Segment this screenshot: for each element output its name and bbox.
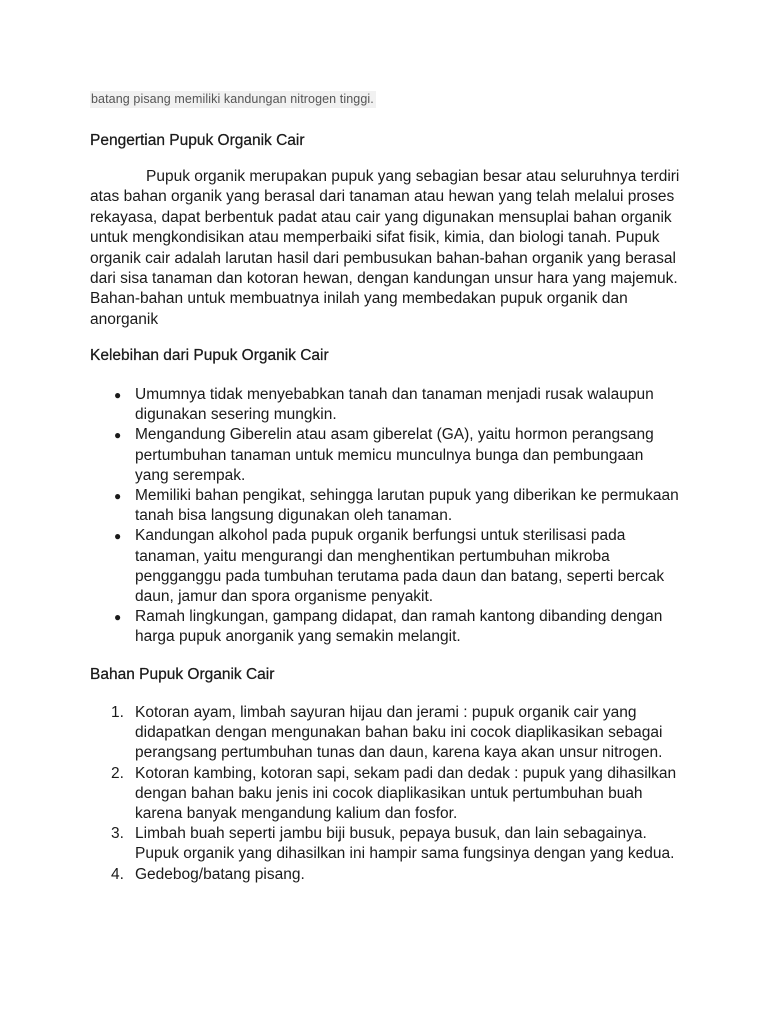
heading-pengertian: Pengertian Pupuk Organik Cair xyxy=(90,132,305,149)
list-item-text: Kotoran kambing, kotoran sapi, sekam padi dan dedak : pupuk yang dihasilkan dengan bahan baku jenis ini cocok diaplikasikan untuk pertumbuhan buah karena banyak mengandung kalium dan fosfor. xyxy=(135,764,677,823)
list-item xyxy=(90,385,680,425)
heading-kelebihan: Kelebihan dari Pupuk Organik Cair xyxy=(90,347,329,364)
bullet-icon: ● xyxy=(114,388,122,402)
list-item xyxy=(90,526,680,607)
list-item-text: Kandungan alkohol pada pupuk organik berfungsi untuk sterilisasi pada tanaman, yaitu mengurangi dan menghentikan pertumbuhan mikroba pengganggu pada tumbuhan terutama pada daun dan batang, seperti bercak daun, jamur dan spora organisme penyakit. xyxy=(135,527,665,606)
list-item-text: Kotoran ayam, limbah sayuran hijau dan jerami : pupuk organik cair yang didapatkan dengan mengunakan bahan baku ini cocok diaplikasikan sebagai perangsang pertumbuhan tunas dan daun, karena kaya akan unsur nitrogen. xyxy=(135,704,663,762)
list-number: 2. xyxy=(111,764,124,782)
list-item-text: Ramah lingkungan, gampang didapat, dan ramah kantong dibanding dengan harga pupuk anorganik yang semakin melangit. xyxy=(135,608,663,646)
list-item-text: Mengandung Giberelin atau asam giberelat (GA), yaitu hormon perangsang pertumbuhan tanaman untuk memicu munculnya bunga dan pembungaan yang serempak. xyxy=(135,426,654,484)
list-item-text: Memiliki bahan pengikat, sehingga larutan pupuk yang diberikan ke permukaan tanah bisa langsung digunakan oleh tanaman. xyxy=(135,487,679,525)
list-item xyxy=(90,425,680,486)
list-kelebihan xyxy=(90,385,680,648)
list-number: 1. xyxy=(111,704,124,721)
highlighted-text-snippet: batang pisang memiliki kandungan nitrogen tinggi. xyxy=(91,92,374,106)
list-item xyxy=(90,703,680,764)
list-item-text: Umumnya tidak menyebabkan tanah dan tanaman menjadi rusak walaupun digunakan sesering mungkin. xyxy=(135,386,654,424)
heading-bahan: Bahan Pupuk Organik Cair xyxy=(90,666,275,683)
list-item xyxy=(90,824,680,864)
bullet-icon: ● xyxy=(114,428,122,443)
bullet-icon: ● xyxy=(114,529,122,544)
list-item xyxy=(90,865,680,885)
list-item xyxy=(90,486,680,526)
paragraph-pengertian: Pupuk organik merupakan pupuk yang sebagian besar atau seluruhnya terdiri atas bahan organik yang berasal dari tanaman atau hewan yang telah melalui proses rekayasa, dapat berbentuk padat atau cair yang digunakan mensuplai bahan organik untuk mengkondisikan atau memperbaiki sifat fisik, kimia, dan biologi tanah. Pupuk organik cair adalah larutan hasil dari pembusukan bahan-bahan organik yang berasal dari sisa tanaman dan kotoran hewan, dengan kandungan unsur hara yang majemuk. Bahan-bahan untuk membuatnya inilah yang membedakan pupuk organik dan anorganik xyxy=(90,168,680,328)
bullet-icon: ● xyxy=(114,610,122,625)
list-item-text: Gedebog/batang pisang. xyxy=(135,865,305,883)
bullet-icon: ● xyxy=(114,489,122,504)
list-number: 3. xyxy=(111,825,124,843)
list-bahan xyxy=(90,703,680,885)
list-item xyxy=(90,607,680,647)
list-item xyxy=(90,764,680,825)
list-item-text: Limbah buah seperti jambu biji busuk, pepaya busuk, dan lain sebagainya. Pupuk organik yang dihasilkan ini hampir sama fungsinya dengan yang kedua. xyxy=(135,825,675,863)
list-number: 4. xyxy=(111,865,124,883)
